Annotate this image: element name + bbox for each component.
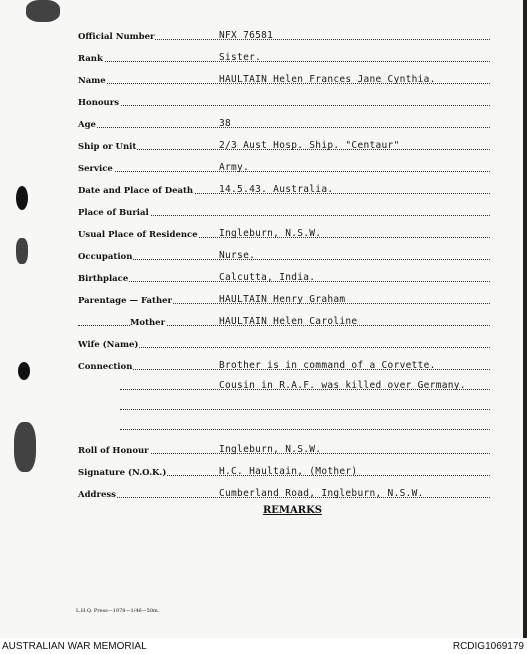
footer-institution: AUSTRALIAN WAR MEMORIAL xyxy=(2,641,147,652)
mother-row xyxy=(78,314,490,328)
occupation-value: Nurse. xyxy=(219,250,256,261)
ship-or-unit-row xyxy=(78,138,490,152)
name-row xyxy=(78,72,490,86)
signature-label: Signature (N.O.K.) xyxy=(78,468,167,478)
connection-row xyxy=(78,358,490,372)
father-label: Parentage — Father xyxy=(78,296,173,306)
archive-footer xyxy=(0,638,527,654)
signature-value: H.C. Haultain, (Mother) xyxy=(219,466,358,477)
name-label: Name xyxy=(78,76,106,86)
age-label: Age xyxy=(78,120,96,130)
service-row xyxy=(78,160,490,174)
rank-row xyxy=(78,50,490,64)
wife-row xyxy=(78,336,490,350)
address-row xyxy=(78,486,490,500)
date-place-death-value: 14.5.43. Australia. xyxy=(219,184,334,195)
connection-label: Connection xyxy=(78,362,133,372)
rank-value: Sister. xyxy=(219,52,262,63)
date-place-death-row xyxy=(78,182,490,196)
age-value: 38 xyxy=(219,118,232,129)
father-value: HAULTAIN Henry Graham xyxy=(219,294,346,305)
father-row xyxy=(78,292,490,306)
mother-value: HAULTAIN Helen Caroline xyxy=(219,316,358,327)
punch-mark xyxy=(16,238,28,264)
address-value: Cumberland Road, Ingleburn, N.S.W. xyxy=(219,488,424,499)
connection-line-3 xyxy=(120,398,490,412)
official-number-label: Official Number xyxy=(78,32,155,42)
residence-row xyxy=(78,226,490,240)
date-place-death-label: Date and Place of Death xyxy=(78,186,194,196)
official-number-row xyxy=(78,28,490,42)
residence-value: Ingleburn, N.S.W. xyxy=(219,228,322,239)
ship-or-unit-label: Ship or Unit xyxy=(78,142,137,152)
footer-record-id: RCDIG1069179 xyxy=(452,641,524,652)
occupation-row xyxy=(78,248,490,262)
scan-edge xyxy=(523,0,527,638)
roll-of-honour-row xyxy=(78,442,490,456)
punch-hole-top xyxy=(16,186,28,210)
service-label: Service xyxy=(78,164,113,174)
connection-line-2-value: Cousin in R.A.F. was killed over Germany. xyxy=(219,380,466,391)
punch-smudge-bottom xyxy=(14,422,36,472)
connection-line-2 xyxy=(120,378,490,392)
printer-note: L.H.Q. Press—1978—1/46—50m. xyxy=(76,608,160,614)
occupation-label: Occupation xyxy=(78,252,133,262)
signature-row xyxy=(78,464,490,478)
official-number-value: NFX 76581 xyxy=(219,30,274,41)
residence-label: Usual Place of Residence xyxy=(78,230,198,240)
roll-of-honour-value: Ingleburn, N.S.W. xyxy=(219,444,322,455)
corner-smudge xyxy=(26,0,60,22)
rank-label: Rank xyxy=(78,54,103,64)
service-value: Army. xyxy=(219,162,250,173)
address-label: Address xyxy=(78,490,116,500)
connection-line-4 xyxy=(120,418,490,432)
ship-or-unit-value: 2/3 Aust Hosp. Ship. "Centaur" xyxy=(219,140,400,151)
wife-label: Wife (Name) xyxy=(78,340,139,350)
age-row xyxy=(78,116,490,130)
birthplace-label: Birthplace xyxy=(78,274,129,284)
place-burial-label: Place of Burial xyxy=(78,208,149,218)
honours-label: Honours xyxy=(78,98,119,108)
birthplace-value: Calcutta, India. xyxy=(219,272,316,283)
punch-hole-middle xyxy=(18,362,30,380)
birthplace-row xyxy=(78,270,490,284)
roll-of-honour-label: Roll of Honour xyxy=(78,446,149,456)
name-value: HAULTAIN Helen Frances Jane Cynthia. xyxy=(219,74,436,85)
place-burial-row xyxy=(78,204,490,218)
connection-value: Brother is in command of a Corvette. xyxy=(219,360,436,371)
mother-label: Mother xyxy=(130,318,166,328)
honours-row xyxy=(78,94,490,108)
remarks-heading: REMARKS xyxy=(263,505,322,516)
